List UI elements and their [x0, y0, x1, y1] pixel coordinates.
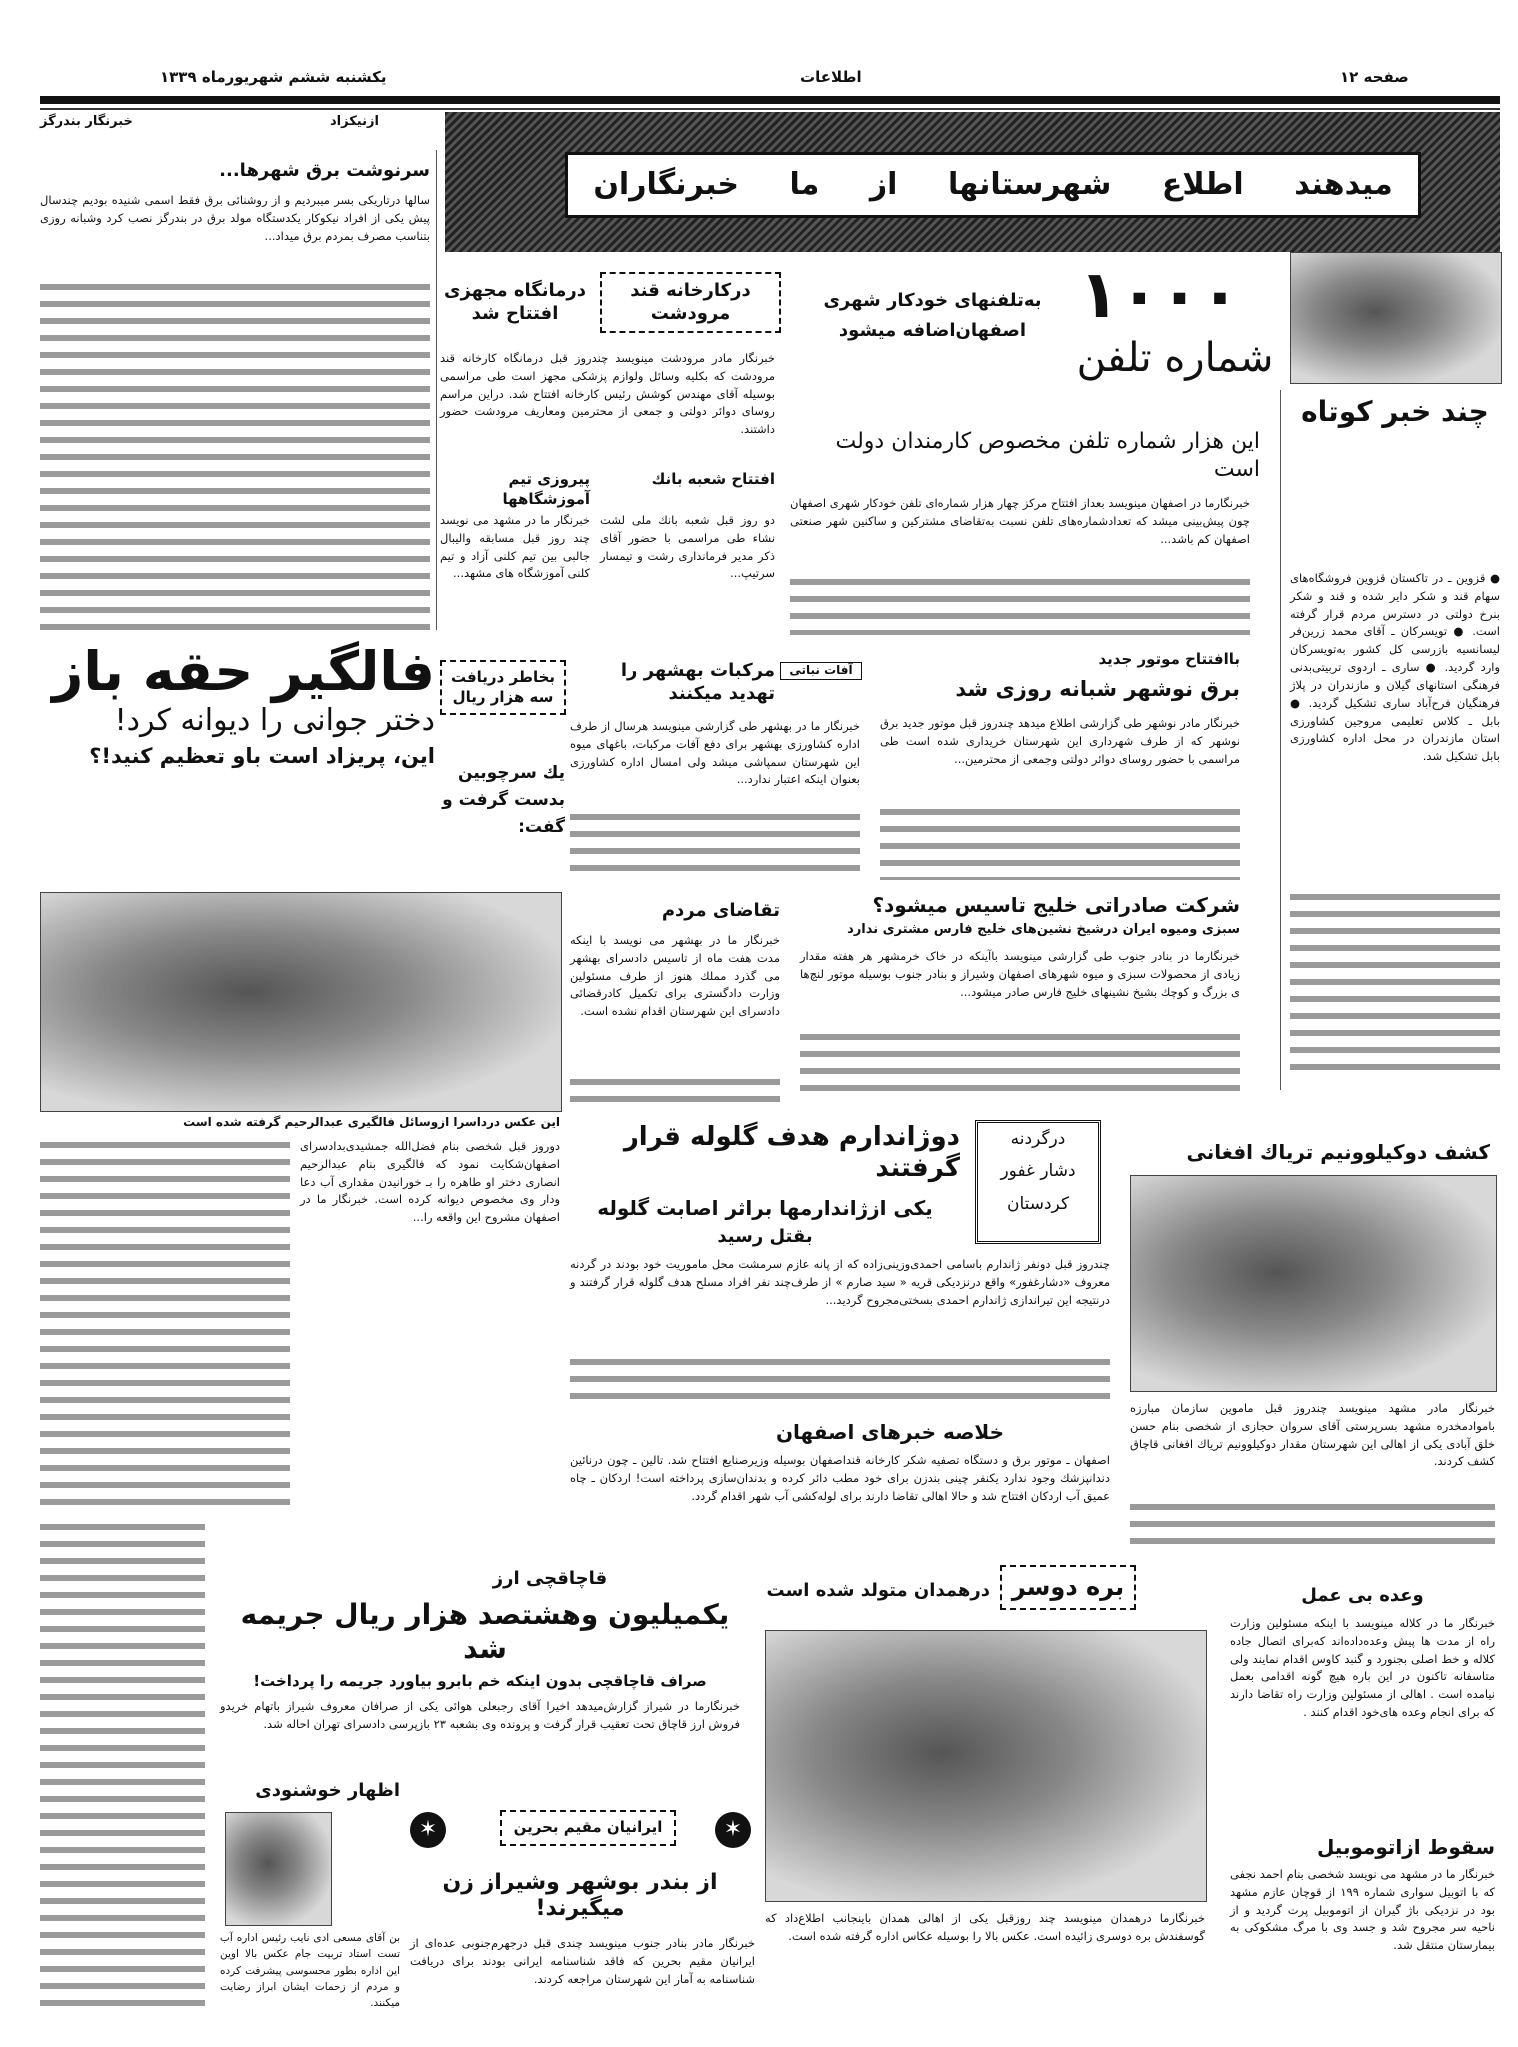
- phone-side-1: به‌تلفنهای خودکار شهری: [823, 290, 1042, 311]
- masthead-rule: [40, 96, 1500, 104]
- fortune-body-tail: [40, 1520, 205, 2010]
- fortune-headline-group: [40, 640, 435, 769]
- opium-title: کشف دوکیلوونیم تریاك افغانی: [1186, 1140, 1490, 1164]
- fortune-quote: این، پریزاد است باو تعظیم کنید!؟: [89, 744, 435, 768]
- nowshahr-pretitle: باافتتاح موتور جدید: [1098, 650, 1240, 668]
- electricity-body-continued: [40, 280, 430, 630]
- demand-title: تقاضای مردم: [661, 900, 780, 921]
- phone-number-count: ۱۰۰۰: [1078, 256, 1240, 333]
- clinic-title: درمانگاه مجهزی افتتاح شد: [443, 280, 587, 324]
- page-number: صفحه ۱۲: [1340, 68, 1409, 86]
- gendarmes-subtitle-1: یکی ازژاندارمها براثر اصابت گلوله: [597, 1196, 933, 1220]
- fortune-subtitle: دختر جوانی را دیوانه کرد!: [114, 703, 435, 738]
- thanks-title: اظهار خوشنودی: [255, 1780, 400, 1801]
- byline-bandargaz: خبرنگار بندرگز: [40, 114, 133, 129]
- currency-kicker: قاچاقچی ارز: [492, 1568, 608, 1589]
- nowshahr-title: برق نوشهر شبانه روزی شد: [955, 677, 1240, 701]
- electricity-title: سرنوشت برق شهرها...: [219, 160, 430, 181]
- fortune-side: یك سرچوبین بدست گرفت و گفت:: [442, 763, 565, 838]
- lamb-subtitle: درهمدان متولد شده است: [766, 1580, 990, 1601]
- portrait-photo: [225, 1812, 332, 1926]
- gulf-body-continued: [800, 1030, 1240, 1100]
- byline-author: ازنیکزاد: [330, 114, 379, 129]
- bahrain-box: ایرانیان مقیم بحرین: [500, 1810, 676, 1846]
- fortune-caption: این عکس درداسرا ازوسائل فالگیری عبدالرحیم گرفته شده است: [183, 1115, 560, 1129]
- gendarmes-subtitle-2: بقتل رسید: [717, 1226, 813, 1247]
- column-rule: [436, 150, 437, 630]
- opium-body: خبرنگار مادر مشهد مینویسد چندروز قبل ماموین سازمان مبارزه باموادمخدره مشهد بسرپرستی آقای سروان حجازی از شخصی بنام حسن خلق آبادی یکی از اهالی این شهرستان مقدار دوکیلوونیم تریاك افغانی قاچاق کشف کردند.: [1130, 1401, 1495, 1469]
- two-headed-lamb-photo: [765, 1630, 1207, 1902]
- citrus-title: مرکبات بهشهر را تهدید میکنند: [620, 660, 775, 704]
- banner-word: خبرنگاران: [593, 167, 739, 202]
- lamb-body: خبرنگارما درهمدان مینویسد چند روزقبل یکی از اهالی همدان باینجانب اطلاع‌داد که گوسفندش بره دوسری زائیده است. عکس بالا را بوسیله عکاس اداره گرفته شده است.: [765, 1911, 1205, 1943]
- currency-body: خبرنگارما در شیراز گزارش‌میدهد اخیرا آقای رجبعلی هوائی یکی از صرافان معروف شیراز باتهام خریدو فروش ارز قاچاق تحت تعقیب قرار گرفت و پرونده وی بشعبه ۲۳ بازپرسی دادسرای تهران احاله شد.: [220, 1699, 740, 1731]
- promise-title: وعده بی عمل: [1301, 1585, 1424, 1606]
- nowshahr-body: خبرنگار مادر نوشهر طی گزارشی اطلاع میدهد چندروز قبل موتور جدید برق نوشهر که از طرف شهرداری این شهرستان خریداری شده است طی مراسمی با حضور روسای دوائر دولتی وجمعی از محترمین...: [880, 716, 1240, 766]
- star-emblem-icon: ✶: [410, 1812, 446, 1848]
- fortune-body-continued: [40, 1138, 290, 1505]
- short-news-body: ● قزوین ـ در تاکستان قزوین فروشگاه‌های سهام قند و شکر دایر شده و قند و شکر بنرخ دولتی در دسترس مردم قرار گرفته است. ● تویسرکان ـ آقای محمد زرین‌فر لیسانسیه بازرسی کل کشور به‌تویسرکان وارد گردید. ● ساری ـ اردوی تربیتی‌بدنی فرهنگی استانهای گیلان و مازندران در پلاژ فرهنگیان فرح‌آباد ساری تشکیل گردید. ● بابل ـ کلاس تعلیمی مروجین کشاورزی استان مازندران در محل اداره کشاورزی بابل تشکیل شد.: [1290, 571, 1500, 764]
- gulf-title: شرکت صادراتی خلیج تاسیس میشود؟: [872, 893, 1240, 917]
- box-line: کردستان: [1006, 1193, 1070, 1214]
- clinic-body: خبرنگار مادر مرودشت مینویسد چندروز قبل درمانگاه کارخانه قند مرودشت که بکلیه وسائل ولوازم پزشکی مجهز است طی مراسمی بوسیله آقای مهندس کوشش رئیس کارخانه افتتاح شد. دراین مراسم روسای دوائر دولتی و جمعی از محترمین ومعاریف مرودشت حضور داشتند.: [440, 351, 775, 437]
- issue-date: یکشنبه ششم شهریورماه ۱۳۳۹: [160, 68, 387, 86]
- phone-side-2: اصفهان‌اضافه میشود: [838, 320, 1027, 341]
- section-banner: [445, 112, 1500, 252]
- fortune-tools-photo: [40, 892, 562, 1112]
- phone-subtitle: این هزار شماره تلفن مخصوص کارمندان دولت است: [835, 429, 1260, 482]
- thanks-body: بن آقای مسعی ادی نایب رئیس اداره آب تست استاد تربیت جام عکس بالا اوین این اداره بطور محسوسی پیشرفت کرده و مردم از زحمات ایشان ابراز رضایت میکنند.: [220, 1932, 400, 2010]
- isfahan-title: خلاصه خبرهای اصفهان: [775, 1420, 1005, 1444]
- citrus-body-continued: [570, 810, 860, 880]
- isfahan-body: اصفهان ـ موتور برق و دستگاه تصفیه شکر کارخانه قنداصفهان بوسیله وزیرصنایع افتتاح شد. تالین ـ چون درنائین دندانپزشك وجود ندارد یکنفر چینی بندزن برای خود مطب دائر کرده و بدندان‌سازی پرداخته است! اردکان ـ چاه عمیق آب اردکان افتتاح شد و حالا اهالی تقاضا دارند برای لوله‌کشی آب شهر اقدام گردد.: [570, 1453, 1110, 1503]
- box-line: درگردنه: [1010, 1129, 1066, 1149]
- opium-suspects-photo: [1130, 1175, 1497, 1392]
- fall-body: خبرنگار ما در مشهد می نویسد شخصی بنام احمد نجفی که با اتوبیل سواری شماره ۱۹۹ از قوچان عازم مشهد بود در نزدیکی باژ گیران از اتوموبیل پرت گردید و از ناحیه سر مجروح شد و جسد وی با مرگ مشکوکی به بیمارستان منتقل شد.: [1230, 1867, 1495, 1953]
- demand-body-continued: [570, 1075, 780, 1105]
- school-title: پیروزی تیم آموزشگاهها: [502, 470, 590, 508]
- demand-body: خبرنگار ما در بهشهر می نویسد با اینکه مدت هفت ماه از تاسیس دادسرای بهشهر می گذرد مملك هنوز از طرف مسئولین وزارت دادگستری برای تکمیل کادرقضائی دادسرای این شهرستان اقدام نشده است.: [570, 933, 780, 1019]
- gendarmes-location-box: [975, 1120, 1101, 1244]
- bank-title: افتتاح شعبه بانك: [651, 470, 775, 488]
- fortune-title: فالگیر حقه باز: [52, 640, 435, 703]
- phone-body-continued: [790, 575, 1250, 635]
- gendarmes-body: چندروز قبل دونفر ژاندارم باسامی احمدی‌وزینی‌زاده که از پانه عازم سرمشت محل ماموریت خود بودند در گردنه معروف «دشارغفور» واقع درنزدیکی قریه « سید صارم » از طرف‌چند نفر افراد مسلح هدف گلوله قرار گرفتند و درنتیجه این تیراندازی ژاندارم احمدی بسختی‌مجروح گردید...: [570, 1257, 1110, 1307]
- gulf-subtitle: سبزی ومیوه ایران درشیخ نشین‌های خلیج فارس مشتری ندارد: [847, 922, 1240, 937]
- electricity-body: سالها درتاریکی بسر میبردیم و از روشنائی برق فقط اسمی شنیده بودیم چندسال پیش یکی از افراد نیکوکار یکدستگاه مولد برق در بندرگز نصب کرد وشبانه روزی بتناسب مصرف بمردم برق میداد...: [40, 193, 430, 243]
- lamb-title: بره دوسر: [1000, 1565, 1136, 1610]
- opium-body-continued: [1130, 1500, 1495, 1545]
- column-rule: [1280, 390, 1281, 1090]
- citrus-tag: آفات نباتی: [780, 662, 862, 680]
- banner-word: از: [869, 167, 898, 202]
- star-emblem-icon: ✶: [715, 1812, 751, 1848]
- bahrain-title: از بندر بوشهر وشیراز زن میگیرند!: [442, 1870, 718, 1922]
- masthead-rule-thin: [40, 108, 1500, 110]
- gendarmes-body-continued: [570, 1355, 1110, 1410]
- bank-body: دو روز قبل شعبه بانك ملی لشت نشاء طی مراسمی با حضور آقای ذکر مدیر فرمانداری رشت و تیمسار سرتیپ...: [600, 513, 775, 581]
- banner-word: شهرستانها: [948, 167, 1112, 202]
- banner-word: اطلاع: [1161, 167, 1244, 202]
- banner-word: میدهند: [1294, 167, 1393, 202]
- bahrain-body: خبرنگار مادر بنادر جنوب مینویسد چندی قبل درجهرم‌جنوبی عده‌ای از ایرانیان مقیم بحرین که فاقد شناسنامه ایرانی بودند برای دریافت شناسنامه به آمار این شهرستان مراجعه کردند.: [410, 1936, 755, 1986]
- telephone-illustration: [1290, 252, 1502, 384]
- newspaper-name: اطلاعات: [800, 68, 862, 86]
- gendarmes-title: دوژاندارم هدف گلوله قرار گرفتند: [623, 1122, 960, 1184]
- phone-label: شماره تلفن: [1076, 335, 1274, 381]
- reward-box: بخاطر دریافت سه هزار ریال: [440, 660, 566, 715]
- currency-title: یکمیلیون وهشتصد هزار ریال جریمه شد: [240, 1598, 730, 1665]
- fortune-body: دوروز قبل شخصی بنام فضل‌الله جمشیدی‌بدادسرای اصفهان‌شکایت نمود که فالگیری بنام عبدالرحیم انصاری دختر او طاهره را بـ خورانیدن مقداری آب دعا ودار وی مخصوص دیوانه کرده است. خبرنگار ما در اصفهان مشروح این واقعه را...: [300, 1139, 560, 1225]
- promise-body: خبرنگار ما در کلاله مینویسد با اینکه مسئولین وزارت راه از مدت ها پیش وعده‌داده‌اند که‌برای اتصال جاده کلاله و خط اصلی بجنورد و گنبد کاوس اقدام نمایند ولی متاسفانه تاکنون در این باره هیچ گونه اقدامی بعمل نیامده است . اهالی از مسئولین وزارت راه تقاضا دارند که برای انجام وعده های‌خود اقدام کنند .: [1230, 1616, 1495, 1720]
- school-body: خبرنگار ما در مشهد می نویسد چند روز قبل مسابقه والیبال جالبی بین تیم کلنی آزاد و تیم کلنی آموزشگاه های مشهد...: [440, 513, 590, 581]
- short-news-continued: [1290, 890, 1500, 1080]
- box-line: دشار غفور: [1000, 1161, 1076, 1182]
- short-news-title: چند خبر کوتاه: [1301, 395, 1489, 428]
- clinic-location-box: درکارخانه قند مرودشت: [600, 272, 781, 333]
- nowshahr-body-continued: [880, 805, 1240, 880]
- banner-word: ما: [789, 167, 820, 202]
- currency-subtitle: صراف قاچاقچی بدون اینکه خم بابرو بیاورد جریمه را پرداخت!: [253, 1672, 707, 1690]
- citrus-body: خبرنگار ما در بهشهر طی گزارشی مینویسد هرسال از طرف اداره کشاورزی بهشهر برای دفع آفات مرکبات، باغهای میوه این شهرستان سمپاشی میشد ولی امسال اداره کشاورزی بعنوان اینکه اعتبار ندارد...: [570, 719, 860, 787]
- phone-body: خبرنگارما در اصفهان مینویسد بعداز افتتاح مرکز چهار هزار شماره‌ای تلفن خودکار شهری اصفهان چون پیش‌بینی میشد که تعدادشماره‌های تلفن نسبت به‌تقاضای مشترکین و ساکنین شهر صنعتی اصفهان کم باشد...: [790, 496, 1250, 546]
- fall-title: سقوط ازاتوموبیل: [1316, 1835, 1495, 1859]
- gulf-body: خبرنگارما در بنادر جنوب طی گزارشی مینویسد باآینکه در خاک خرمشهر هر هفته مقدار زیادی از محصولات سبزی و میوه شهرهای اصفهان وشیراز و بنادر جنوب بوسیله موتور لنچ‌ها ی بزرگ و کوچك بشیخ نشینهای خلیج فارس صادر میشود...: [800, 949, 1240, 999]
